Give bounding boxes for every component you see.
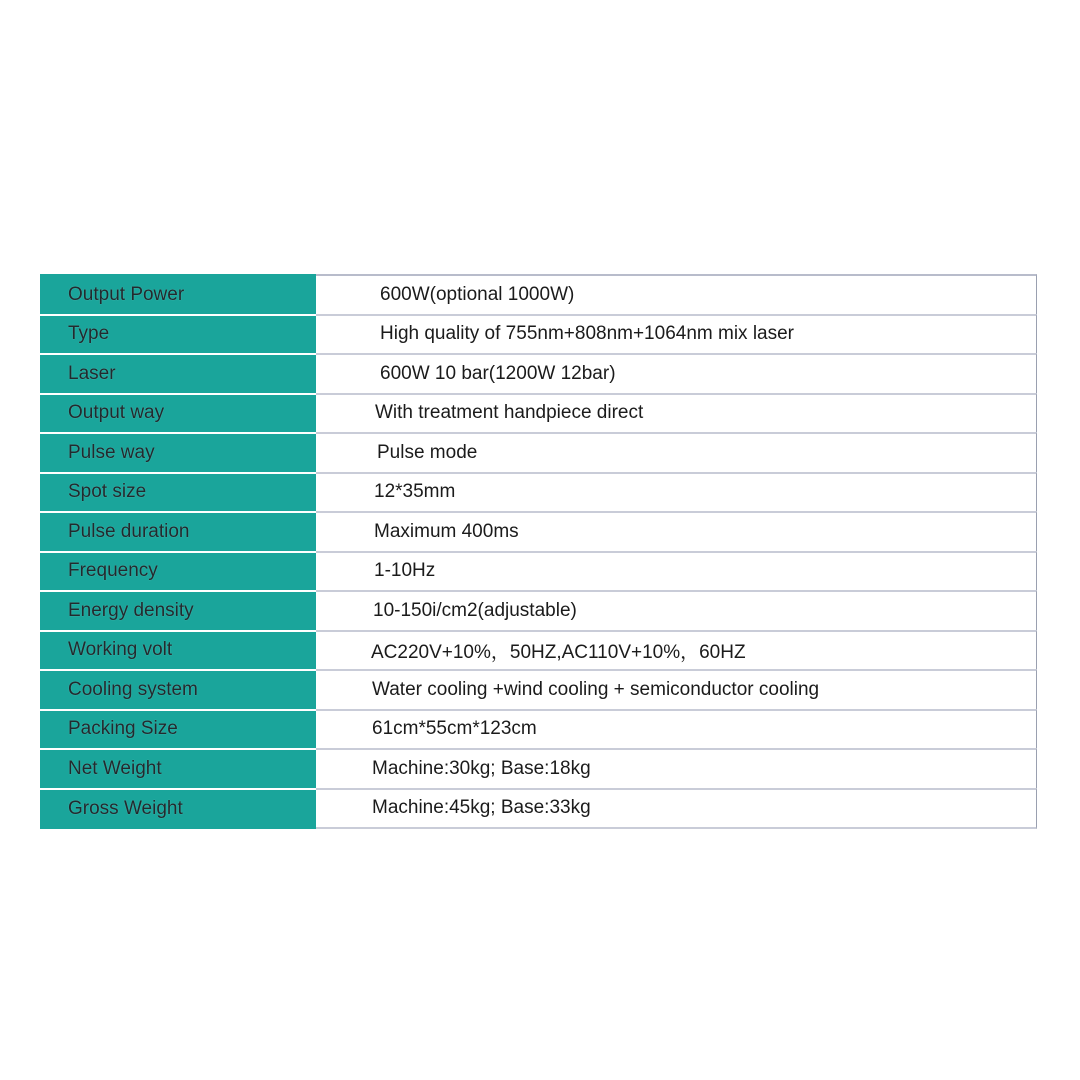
- spec-value: Maximum 400ms: [316, 511, 1037, 551]
- spec-value: 61cm*55cm*123cm: [316, 709, 1037, 749]
- spec-row-energy-density: [40, 590, 1037, 630]
- spec-value: Pulse mode: [316, 432, 1037, 472]
- spec-value: Machine:45kg; Base:33kg: [316, 788, 1037, 830]
- spec-label: Packing Size: [40, 709, 316, 749]
- spec-label: Frequency: [40, 551, 316, 591]
- spec-row-laser: [40, 353, 1037, 393]
- spec-label: Cooling system: [40, 669, 316, 709]
- spec-value: 600W 10 bar(1200W 12bar): [316, 353, 1037, 393]
- spec-row-gross-weight: [40, 788, 1037, 830]
- spec-row-frequency: [40, 551, 1037, 591]
- spec-value: 12*35mm: [316, 472, 1037, 512]
- spec-value: High quality of 755nm+808nm+1064nm mix laser: [316, 314, 1037, 354]
- spec-table: [40, 274, 1037, 829]
- spec-row-type: [40, 314, 1037, 354]
- spec-row-net-weight: [40, 748, 1037, 788]
- spec-value: 10-150i/cm2(adjustable): [316, 590, 1037, 630]
- spec-label: Pulse duration: [40, 511, 316, 551]
- spec-label: Net Weight: [40, 748, 316, 788]
- spec-row-output-power: [40, 274, 1037, 314]
- spec-row-spot-size: [40, 472, 1037, 512]
- spec-label: Spot size: [40, 472, 316, 512]
- spec-label: Energy density: [40, 590, 316, 630]
- spec-value: 1-10Hz: [316, 551, 1037, 591]
- spec-label: Working volt: [40, 630, 316, 670]
- spec-value: Water cooling +wind cooling + semiconductor cooling: [316, 669, 1037, 709]
- spec-label: Type: [40, 314, 316, 354]
- spec-label: Gross Weight: [40, 788, 316, 830]
- spec-label: Pulse way: [40, 432, 316, 472]
- spec-row-cooling-system: [40, 669, 1037, 709]
- spec-value: 600W(optional 1000W): [316, 274, 1037, 314]
- spec-value: AC220V+10%，50HZ,AC110V+10%，60HZ: [316, 630, 1037, 670]
- spec-row-pulse-duration: [40, 511, 1037, 551]
- spec-label: Output way: [40, 393, 316, 433]
- spec-row-working-volt: [40, 630, 1037, 670]
- spec-label: Laser: [40, 353, 316, 393]
- spec-label: Output Power: [40, 274, 316, 314]
- spec-value: Machine:30kg; Base:18kg: [316, 748, 1037, 788]
- spec-row-output-way: [40, 393, 1037, 433]
- spec-row-packing-size: [40, 709, 1037, 749]
- spec-row-pulse-way: [40, 432, 1037, 472]
- spec-value: With treatment handpiece direct: [316, 393, 1037, 433]
